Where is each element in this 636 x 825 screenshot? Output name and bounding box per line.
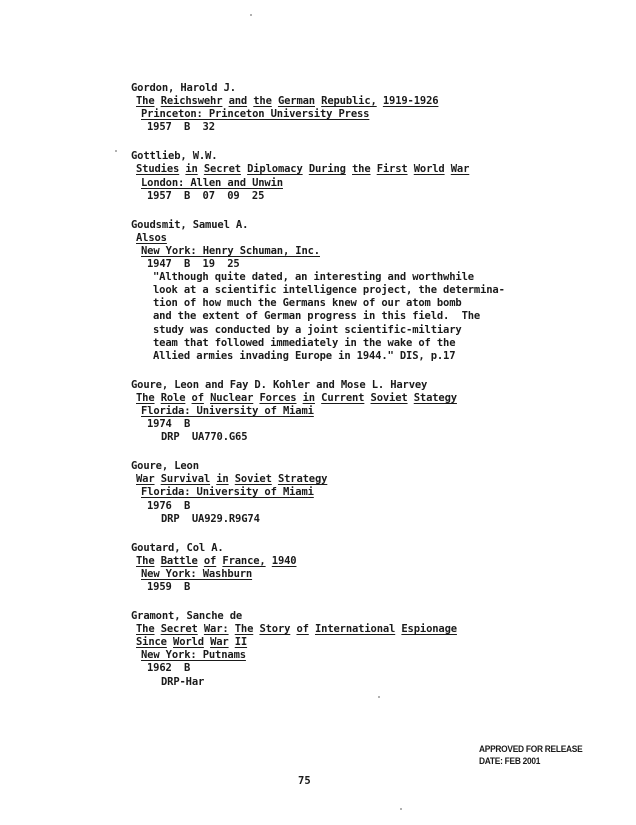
entry-title-word: War — [210, 636, 229, 649]
bibliography-entry — [131, 460, 591, 525]
entry-title — [131, 636, 591, 649]
entry-author: Gottlieb, W.W. — [131, 150, 218, 163]
entry-publisher-text: Florida: University of Miami — [141, 486, 314, 499]
entry-title-word: Role — [160, 391, 186, 404]
scan-speck — [115, 150, 117, 152]
entry-call-number: DRP UA929.R9G74 — [161, 512, 260, 525]
entry-title-word: in — [185, 163, 198, 176]
entry-title-word: World — [413, 163, 445, 176]
entry-title-word: Secret — [203, 163, 241, 176]
entry-publisher — [131, 177, 591, 190]
bibliography-entry — [131, 379, 591, 444]
entry-call-number: DRP-Har — [161, 675, 205, 688]
entry-title-word: France, — [222, 554, 266, 567]
stamp-line-1: APPROVED FOR RELEASE — [479, 744, 583, 755]
scan-speck — [378, 696, 380, 698]
entry-title-word: Survival — [160, 473, 211, 486]
entry-title-word: II — [234, 636, 248, 649]
bibliography-list — [131, 82, 591, 705]
entry-year-codes: 1974 B — [147, 418, 191, 431]
entry-title-word: Strategy — [277, 473, 328, 486]
entry-author: Gramont, Sanche de — [131, 610, 243, 623]
entry-title-word: The — [136, 554, 155, 567]
entry-year-codes: 1962 B — [147, 662, 191, 675]
entry-year-codes: 1976 B — [147, 499, 191, 512]
entry-title — [131, 95, 591, 108]
entry-title — [131, 555, 591, 568]
entry-title-word: Soviet — [370, 391, 408, 404]
entry-title — [131, 232, 591, 245]
scan-speck — [400, 808, 402, 810]
entry-title-word: 1940 — [271, 554, 297, 567]
bibliography-entry — [131, 610, 591, 689]
bibliography-entry — [131, 219, 591, 363]
entry-title — [131, 473, 591, 486]
entry-publisher — [131, 486, 591, 499]
entry-year-codes: 1947 B 19 25 — [147, 258, 240, 271]
entry-title-word: Soviet — [234, 473, 272, 486]
entry-title-word: During — [308, 163, 346, 176]
entry-publisher-text: Princeton: Princeton University Press — [141, 108, 370, 121]
entry-title-word: Nuclear — [210, 391, 254, 404]
entry-title-word: the — [352, 163, 371, 176]
entry-author: Goutard, Col A. — [131, 541, 224, 554]
entry-title-word: War — [136, 473, 155, 486]
entry-publisher — [131, 245, 591, 258]
entry-title-word: in — [302, 391, 315, 404]
entry-publisher-text: London: Allen and Unwin — [141, 176, 283, 189]
entry-publisher — [131, 405, 591, 418]
stamp-line-2: DATE: FEB 2001 — [479, 756, 541, 767]
entry-publisher-text: New York: Henry Schuman, Inc. — [141, 244, 320, 257]
entry-annotation-line: look at a scientific intelligence project, the determina- — [153, 284, 505, 297]
entry-title-word: The — [136, 391, 155, 404]
bibliography-entry — [131, 150, 591, 202]
scan-speck — [250, 14, 252, 16]
entry-publisher-text: Florida: University of Miami — [141, 404, 314, 417]
entry-title-word: German — [277, 95, 315, 108]
entry-title-word: Studies — [136, 163, 180, 176]
entry-title-word: Alsos — [136, 231, 167, 244]
entry-title — [131, 163, 591, 176]
entry-publisher-text: New York: Putnams — [141, 649, 246, 662]
entry-title-word: Since — [136, 636, 167, 649]
entry-title-word: First — [376, 163, 408, 176]
entry-title-word: and — [228, 95, 248, 108]
page-number: 75 — [298, 775, 311, 787]
entry-annotation-line: and the extent of German progress in this field. The — [153, 310, 481, 323]
entry-title-word: Stategy — [413, 391, 457, 404]
entry-title-word: Story — [259, 623, 291, 636]
entry-title-word: The — [234, 623, 254, 636]
entry-title-word: The — [136, 623, 155, 636]
entry-title-word: War: — [203, 623, 229, 636]
entry-author: Goure, Leon and Fay D. Kohler and Mose L. Harvey — [131, 378, 428, 391]
entry-title — [131, 623, 591, 636]
entry-annotation-line: team that followed immediately in the wake of the — [153, 336, 456, 349]
entry-publisher — [131, 108, 591, 121]
entry-year-codes: 1957 B 07 09 25 — [147, 189, 265, 202]
entry-title-word: Forces — [259, 391, 297, 404]
entry-annotation-line: Allied armies invading Europe in 1944." DIS, p.17 — [153, 349, 456, 362]
entry-title-word: Reichswehr — [160, 95, 223, 108]
entry-title-word: International — [314, 623, 396, 636]
entry-title-word: of — [191, 391, 204, 404]
entry-title-word: in — [216, 473, 229, 486]
entry-year-codes: 1959 B — [147, 581, 191, 593]
entry-author: Goure, Leon — [131, 460, 199, 473]
entry-annotation-line: study was conducted by a joint scientific-miltiary — [153, 323, 462, 336]
entry-call-number: DRP UA770.G65 — [161, 431, 248, 444]
entry-title-word: the — [253, 95, 272, 108]
entry-title-word: Secret — [160, 623, 198, 636]
entry-year-codes: 1957 B 32 — [147, 121, 215, 134]
entry-title-word: 1919-1926 — [382, 95, 439, 108]
entry-annotation-line: "Although quite dated, an interesting and worthwhile — [153, 271, 474, 284]
entry-title — [131, 392, 591, 405]
entry-author: Goudsmit, Samuel A. — [131, 218, 249, 231]
entry-annotation-line: tion of how much the Germans knew of our atom bomb — [153, 297, 462, 310]
entry-publisher — [131, 568, 591, 581]
entry-title-word: of — [296, 623, 309, 636]
entry-title-word: Republic, — [321, 95, 377, 108]
entry-title-word: Current — [321, 391, 365, 404]
release-stamp — [479, 744, 582, 768]
bibliography-entry — [131, 82, 591, 134]
entry-title-word: War — [450, 163, 470, 176]
entry-title-word: World — [173, 636, 204, 649]
bibliography-entry — [131, 542, 591, 594]
entry-title-word: Battle — [160, 554, 198, 567]
entry-author: Gordon, Harold J. — [131, 82, 236, 94]
entry-publisher — [131, 649, 591, 662]
entry-title-word: Espionage — [401, 623, 457, 636]
entry-title-word: Diplomacy — [247, 163, 303, 176]
entry-title-word: The — [136, 95, 155, 108]
entry-title-word: of — [203, 554, 217, 567]
entry-publisher-text: New York: Washburn — [141, 567, 253, 580]
